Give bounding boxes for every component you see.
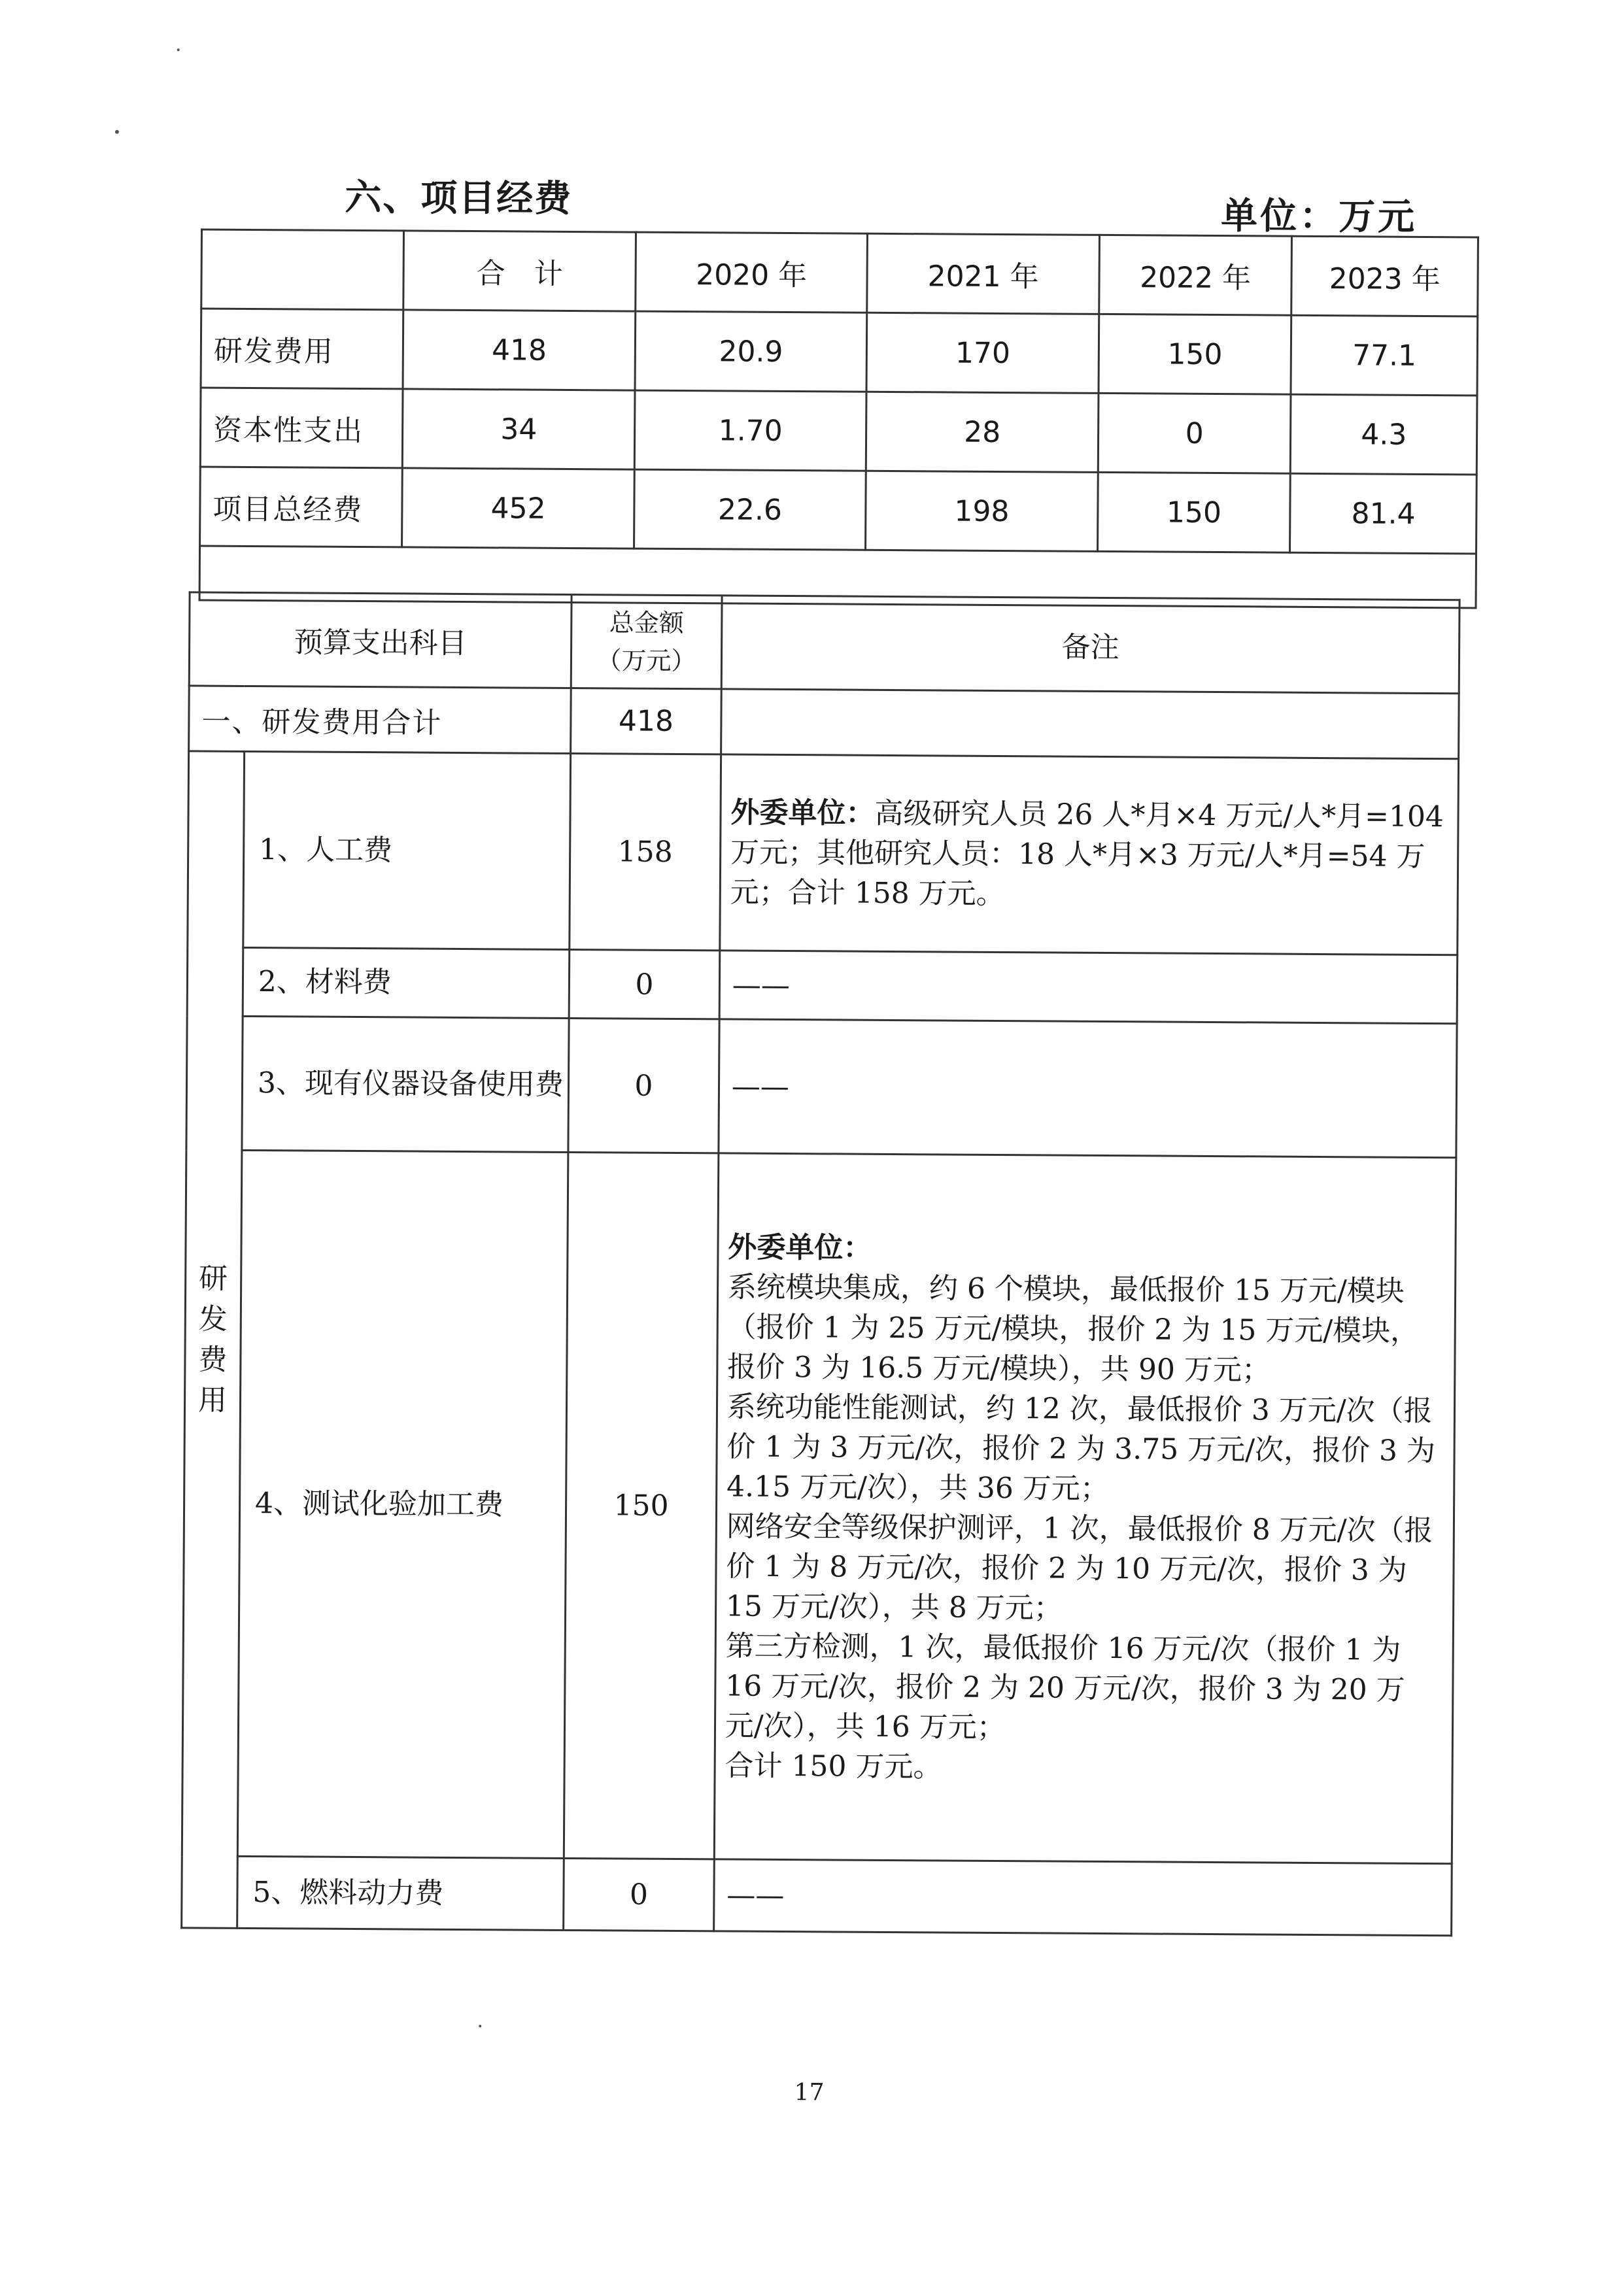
value-cell: 4.3 <box>1291 394 1477 475</box>
total-label: 一、研发费用合计 <box>189 686 572 754</box>
scan-speck <box>115 130 119 134</box>
group-label-char: 研 <box>198 1262 228 1296</box>
note-header: 备注 <box>721 596 1459 694</box>
scan-speck <box>479 2025 481 2027</box>
amount-header <box>571 594 722 688</box>
value-cell: 198 <box>866 471 1098 551</box>
summary-header-cell: 合 计 <box>403 231 636 311</box>
value-cell: 1.70 <box>634 390 866 471</box>
row-label: 资本性支出 <box>200 388 403 468</box>
summary-header-cell: 2020 年 <box>636 232 868 312</box>
summary-row <box>200 467 1477 554</box>
budget-header-row <box>189 592 1459 694</box>
summary-row <box>201 309 1478 396</box>
value-cell: 418 <box>403 310 635 390</box>
note-paragraph: 第三方检测，1 次，最低报价 16 万元/次（报价 1 为 16 万元/次，报价 2 为 20 万元/次，报价 3 为 20 万元/次），共 16 万元； <box>725 1629 1405 1744</box>
item-note: —— <box>719 951 1458 1024</box>
value-cell: 20.9 <box>635 311 867 392</box>
amount-header-line2: （万元） <box>596 646 696 676</box>
value-cell: 34 <box>403 389 635 469</box>
item-label: 2、材料费 <box>243 947 570 1018</box>
budget-table <box>180 591 1460 1936</box>
note-text: 高级研究人员 26 人*月×4 万元/人*月=104 万元；其他研究人员：18 人*月×3 万元/人*月=54 万元；合计 158 万元。 <box>730 796 1444 911</box>
subject-header: 预算支出科目 <box>189 592 572 688</box>
value-cell: 452 <box>402 468 634 549</box>
budget-item-row <box>182 1150 1456 1864</box>
summary-header-row <box>201 229 1478 316</box>
note-lead: 外委单位： <box>728 1230 872 1265</box>
note-paragraph: 系统功能性能测试，约 12 次，最低报价 3 万元/次（报价 1 为 3 万元/次，报价 2 为 3.75 万元/次，报价 3 为 4.15 万元/次），共 36 万元； <box>726 1389 1436 1506</box>
value-cell: 150 <box>1097 472 1290 552</box>
item-amount: 150 <box>564 1152 718 1859</box>
item-label: 3、现有仪器设备使用费 <box>242 1016 569 1152</box>
value-cell: 22.6 <box>634 469 866 550</box>
item-note <box>714 1153 1456 1864</box>
item-note <box>720 754 1459 955</box>
summary-header-cell: 2023 年 <box>1291 236 1478 316</box>
item-label: 1、人工费 <box>243 751 571 949</box>
row-label: 研发费用 <box>201 309 403 389</box>
row-label: 项目总经费 <box>200 467 403 547</box>
group-label-char: 费 <box>198 1343 228 1377</box>
item-note: —— <box>719 1019 1457 1158</box>
group-label-char: 用 <box>197 1383 228 1417</box>
value-cell: 170 <box>866 312 1099 393</box>
section-title: 六、项目经费 <box>345 176 573 220</box>
total-row <box>189 686 1459 759</box>
summary-row <box>200 388 1477 475</box>
group-label-vertical <box>182 751 245 1928</box>
item-amount: 0 <box>564 1858 714 1931</box>
total-note <box>721 689 1459 759</box>
value-cell: 81.4 <box>1290 473 1476 554</box>
summary-table <box>199 229 1479 609</box>
item-label: 4、测试化验加工费 <box>237 1150 568 1858</box>
value-cell: 150 <box>1099 314 1291 394</box>
item-amount: 0 <box>569 949 719 1019</box>
group-label-char: 发 <box>198 1302 228 1336</box>
amount-header-line1: 总金额 <box>609 608 684 638</box>
budget-item-row <box>186 1016 1457 1158</box>
unit-label: 单位：万元 <box>1220 195 1418 239</box>
value-cell: 77.1 <box>1291 315 1477 396</box>
summary-header-cell: 2022 年 <box>1099 235 1292 315</box>
scan-speck <box>177 48 180 51</box>
item-label: 5、燃料动力费 <box>237 1856 564 1930</box>
summary-header-cell <box>201 229 404 310</box>
note-lead: 外委单位： <box>730 796 875 830</box>
note-paragraph: 合计 150 万元。 <box>725 1748 942 1783</box>
value-cell: 0 <box>1098 393 1291 473</box>
total-amount: 418 <box>571 688 721 754</box>
note-paragraph: 系统模块集成，约 6 个模块，最低报价 15 万元/模块（报价 1 为 25 万元/模块，报价 2 为 15 万元/模块，报价 3 为 16.5 万元/模块），共 90 万元； <box>727 1270 1420 1387</box>
item-amount: 158 <box>570 753 721 950</box>
budget-item-row <box>182 1856 1452 1936</box>
budget-item-row <box>188 751 1459 955</box>
item-amount: 0 <box>568 1018 719 1153</box>
budget-item-row <box>187 947 1458 1024</box>
item-note: —— <box>713 1859 1452 1936</box>
summary-header-cell: 2021 年 <box>867 233 1099 314</box>
note-paragraph: 网络安全等级保护测评，1 次，最低报价 8 万元/次（报价 1 为 8 万元/次，报价 2 为 10 万元/次，报价 3 为 15 万元/次），共 8 万元； <box>725 1509 1433 1625</box>
page-number: 17 <box>794 2079 825 2106</box>
value-cell: 28 <box>866 392 1099 472</box>
